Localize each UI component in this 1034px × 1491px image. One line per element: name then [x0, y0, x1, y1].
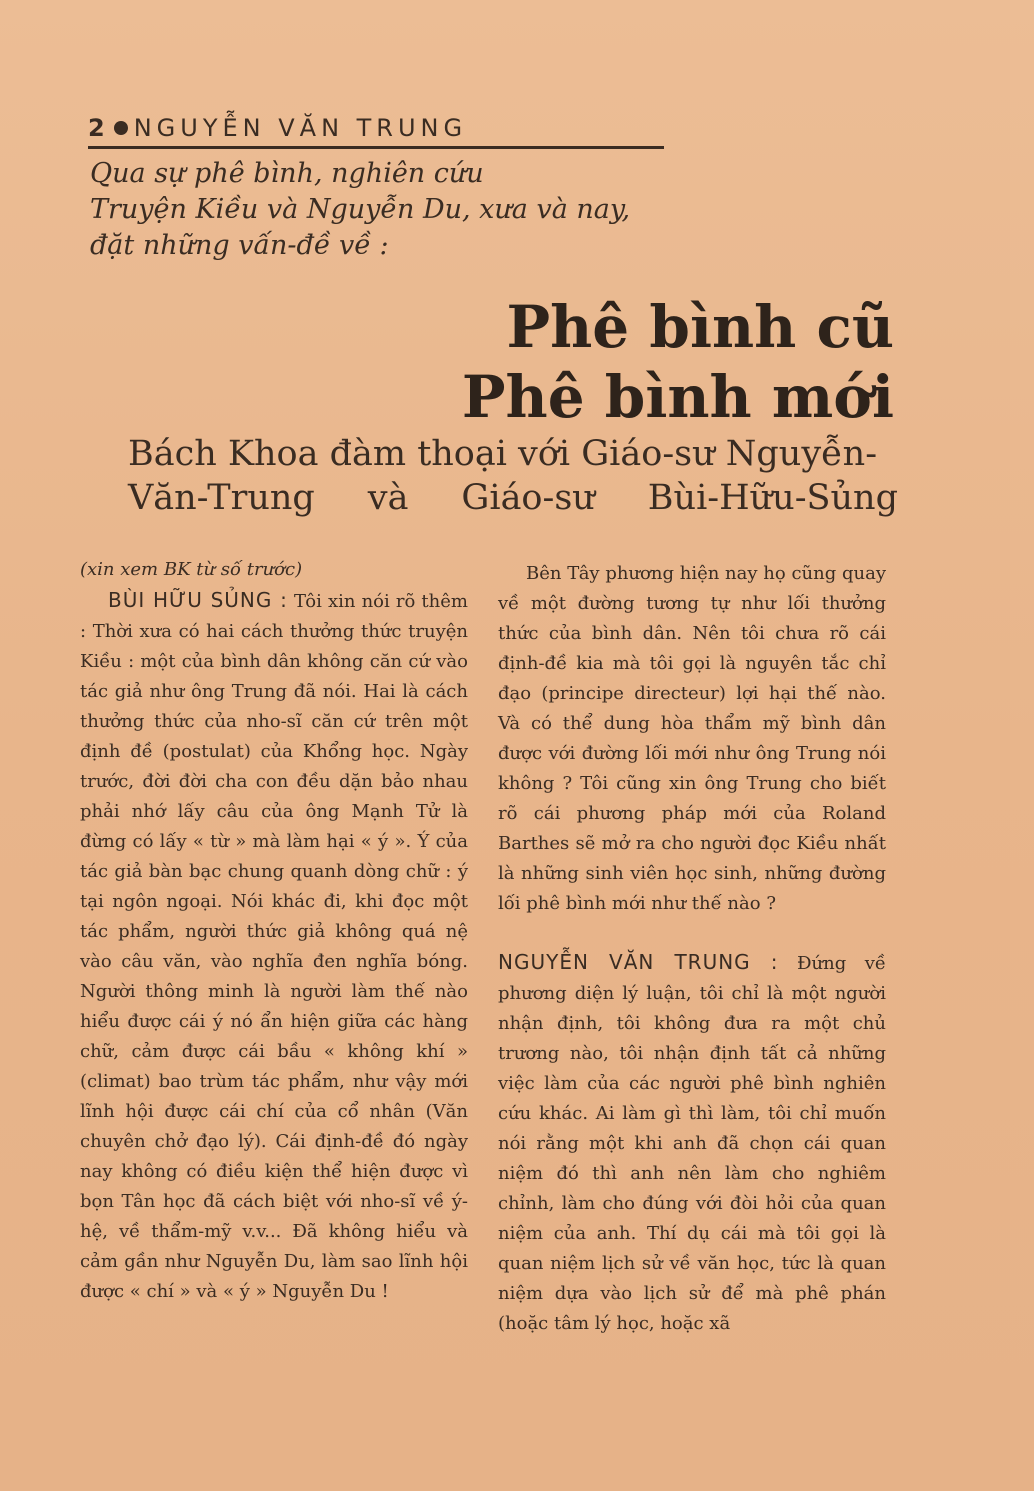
- article-subtitle: [128, 432, 898, 520]
- speaker-nguyen-van-trung: NGUYỄN VĂN TRUNG :: [498, 950, 779, 974]
- header-author: NGUYỄN VĂN TRUNG: [133, 114, 468, 142]
- title-line-1: Phê bình cũ: [506, 293, 894, 361]
- left-paragraph: [80, 585, 468, 1307]
- right-paragraph-2: [498, 947, 886, 1339]
- right-paragraph-2-text: Đứng về phương diện lý luận, tôi chỉ là một người nhận định, tôi không đưa ra một chủ trương nào, tôi nhận định tất cả những việc làm của các người phê bình nghiên cứu khác. Ai làm gì thì làm, tôi chỉ muốn nói rằng một khi anh đã chọn cái quan niệm đó thì anh nên làm cho nghiêm chỉnh, làm cho đúng với đòi hỏi của quan niệm của anh. Thí dụ cái mà tôi gọi là quan niệm lịch sử về văn học, tức là quan niệm dựa vào lịch sử để mà phê phán (hoặc tâm lý học, hoặc xã: [498, 953, 886, 1334]
- intro-line-3: đặt những vấn-đề về :: [90, 230, 389, 261]
- speaker-bui-huu-sung: BÙI HỮU SỦNG :: [108, 588, 288, 612]
- article-title: [462, 292, 894, 432]
- right-column: [498, 559, 886, 1339]
- title-line-2: Phê bình mới: [461, 363, 894, 431]
- right-paragraph-1: Bên Tây phương hiện nay họ cũng quay về một đường tương tự như lối thưởng thức của bình dân. Nên tôi chưa rõ cái định-đề kia mà tôi gọi là nguyên tắc chỉ đạo (principe directeur) lợi hại thế nào. Và có thể dung hòa thẩm mỹ bình dân được với đường lối mới như ông Trung nói không ? Tôi cũng xin ông Trung cho biết rõ cái phương pháp mới của Roland Barthes sẽ mở ra cho người đọc Kiều nhất là những sinh viên học sinh, những đường lối phê bình mới như thế nào ?: [498, 563, 886, 914]
- left-column: [80, 555, 468, 1307]
- intro-lead: [90, 156, 690, 264]
- page-header: [88, 114, 664, 149]
- page-number: 2: [88, 114, 110, 142]
- continued-note: (xin xem BK từ số trước): [80, 559, 303, 580]
- subtitle-line-2: Văn-Trung và Giáo-sư Bùi-Hữu-Sủng: [128, 478, 898, 518]
- subtitle-line-1: Bách Khoa đàm thoại với Giáo-sư Nguyễn-: [128, 434, 878, 474]
- intro-line-2: Truyện Kiều và Nguyễn Du, xưa và nay,: [90, 194, 631, 225]
- left-paragraph-text: Tôi xin nói rõ thêm : Thời xưa có hai cách thưởng thức truyện Kiều : một của bình dân không căn cứ vào tác giả như ông Trung đã nói. Hai là cách thưởng thức của nho-sĩ căn cứ trên một định đề (postulat) của Khổng học. Ngày trước, đời đời cha con đều dặn bảo nhau phải nhớ lấy câu của ông Mạnh Tử là đừng có lấy « từ » mà làm hại « ý ». Ý của tác giả bàn bạc chung quanh dòng chữ : ý tại ngôn ngoại. Nói khác đi, khi đọc một tác phẩm, người thức giả không quá nệ vào câu văn, vào nghĩa đen nghĩa bóng. Người thông minh là người làm thế nào hiểu được cái ý nó ẩn hiện giữa các hàng chữ, cảm được cái bầu « không khí » (climat) bao trùm tác phẩm, như vậy mới lĩnh hội được cái chí của cổ nhân (Văn chuyên chở đạo lý). Cái định-đề đó ngày nay không có điều kiện thể hiện được vì bọn Tân học đã cách biệt với nho-sĩ về ý-hệ, về thẩm-mỹ v.v... Đã không hiểu và cảm gần như Nguyễn Du, làm sao lĩnh hội được « chí » và « ý » Nguyễn Du !: [80, 591, 468, 1302]
- intro-line-1: Qua sự phê bình, nghiên cứu: [90, 158, 484, 189]
- bullet-dot-icon: [114, 121, 128, 135]
